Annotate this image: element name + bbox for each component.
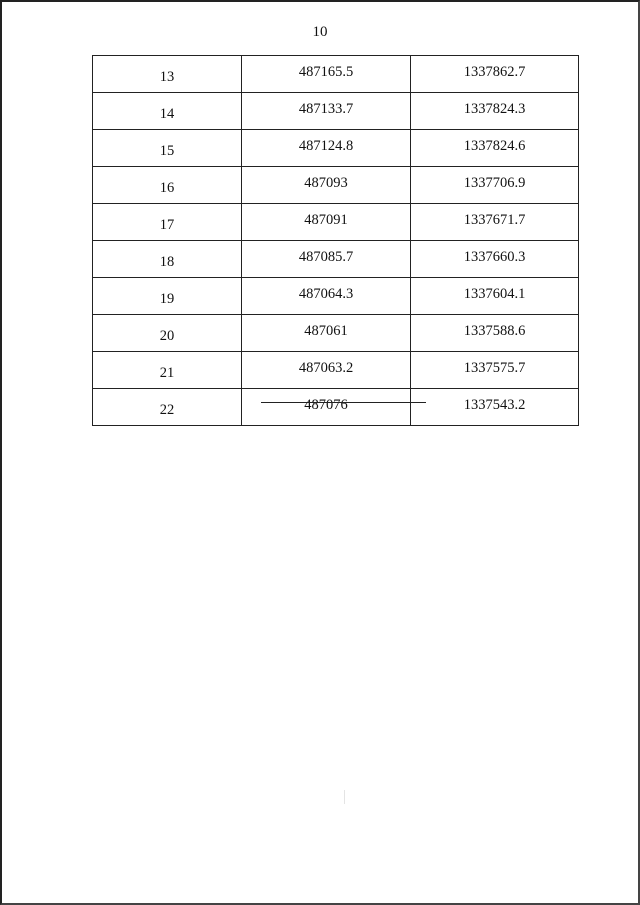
table-row xyxy=(93,130,579,167)
y-coordinate-cell: 1337575.7 xyxy=(411,352,579,389)
x-coordinate-cell: 487085.7 xyxy=(242,241,411,278)
x-coordinate-cell: 487076 xyxy=(242,389,411,426)
x-coordinate-cell: 487124.8 xyxy=(242,130,411,167)
x-coordinate-cell: 487091 xyxy=(242,204,411,241)
y-coordinate-cell: 1337671.7 xyxy=(411,204,579,241)
coordinates-table-body xyxy=(93,56,579,426)
point-number-cell: 14 xyxy=(93,93,242,130)
point-number-cell: 13 xyxy=(93,56,242,93)
x-coordinate-cell: 487063.2 xyxy=(242,352,411,389)
table-row xyxy=(93,167,579,204)
x-coordinate-cell: 487133.7 xyxy=(242,93,411,130)
x-coordinate-cell: 487061 xyxy=(242,315,411,352)
y-coordinate-cell: 1337862.7 xyxy=(411,56,579,93)
y-coordinate-cell: 1337588.6 xyxy=(411,315,579,352)
table-row xyxy=(93,56,579,93)
y-coordinate-cell: 1337824.6 xyxy=(411,130,579,167)
table-row xyxy=(93,389,579,426)
coordinates-table xyxy=(92,55,579,426)
end-of-document-rule xyxy=(261,402,426,403)
y-coordinate-cell: 1337604.1 xyxy=(411,278,579,315)
x-coordinate-cell: 487093 xyxy=(242,167,411,204)
y-coordinate-cell: 1337660.3 xyxy=(411,241,579,278)
point-number-cell: 19 xyxy=(93,278,242,315)
page-number: 10 xyxy=(312,24,328,40)
point-number-cell: 17 xyxy=(93,204,242,241)
table-row xyxy=(93,241,579,278)
scan-artifact xyxy=(344,790,345,804)
table-row xyxy=(93,93,579,130)
table-row xyxy=(93,204,579,241)
point-number-cell: 16 xyxy=(93,167,242,204)
x-coordinate-cell: 487064.3 xyxy=(242,278,411,315)
point-number-cell: 22 xyxy=(93,389,242,426)
y-coordinate-cell: 1337824.3 xyxy=(411,93,579,130)
point-number-cell: 21 xyxy=(93,352,242,389)
y-coordinate-cell: 1337706.9 xyxy=(411,167,579,204)
table-row xyxy=(93,315,579,352)
y-coordinate-cell: 1337543.2 xyxy=(411,389,579,426)
x-coordinate-cell: 487165.5 xyxy=(242,56,411,93)
point-number-cell: 18 xyxy=(93,241,242,278)
point-number-cell: 20 xyxy=(93,315,242,352)
table-row xyxy=(93,278,579,315)
point-number-cell: 15 xyxy=(93,130,242,167)
table-row xyxy=(93,352,579,389)
